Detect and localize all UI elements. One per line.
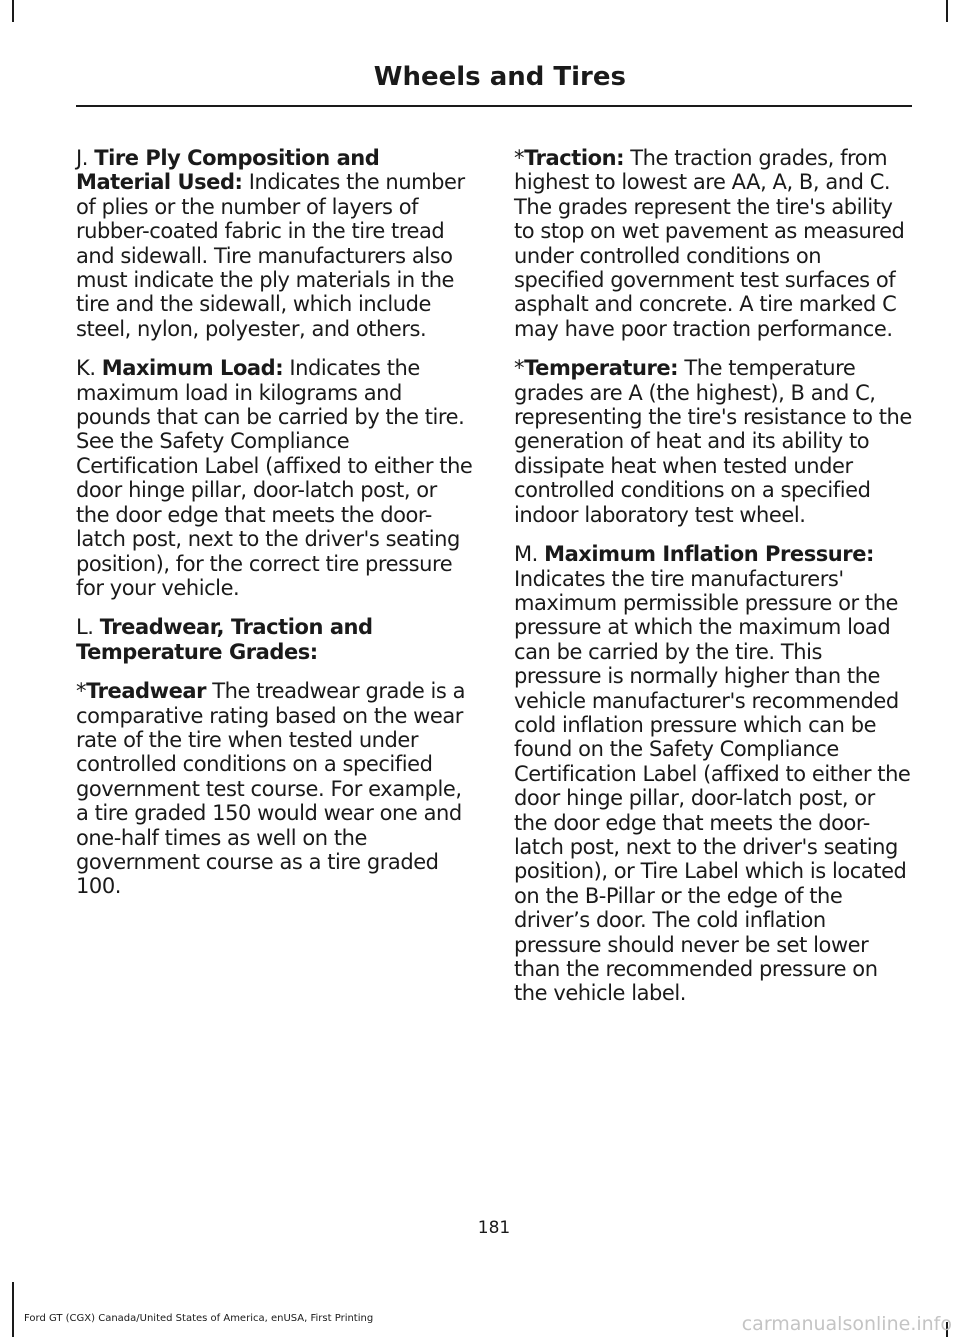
crop-mark-top-left-vertical xyxy=(12,0,14,22)
paragraph-prefix: L. xyxy=(76,615,100,640)
paragraph-text: The temperature grades are A (the highest), B and C, representing the tire's resistance to the generation of heat and its ability to dissipate heat when tested under controlled conditions on a specified indoor laboratory test wheel. xyxy=(514,356,912,527)
paragraph-term: Treadwear xyxy=(86,679,207,704)
paragraph-text: Indicates the tire manufacturers' maximum permissible pressure or the pressure at which the maximum load can be carried by the tire. This pressure is normally higher than the vehicle manufacturer's recommended cold inflation pressure which can be found on the Safety Compliance Certification Label (affixed to either the door hinge pillar, door-latch post, or the door edge that meets the door-latch post, next to the driver's seating position), or Tire Label which is located on the B-Pillar or the edge of the driver’s door. The cold inflation pressure should never be set lower than the recommended pressure on the vehicle label. xyxy=(514,566,911,1006)
paragraph-prefix: J. xyxy=(76,146,95,170)
paragraph-treadwear xyxy=(76,679,476,899)
paragraph-prefix: * xyxy=(76,679,87,704)
paragraph-text: Indicates the maximum load in kilograms and pounds that can be carried by the tire. See the Safety Compliance Certification Label (affixed to either the door hinge pillar, door-latch post, or the door edge that meets the door-latch post, next to the driver's seating position), for the correct tire pressure for your vehicle. xyxy=(76,356,473,600)
paragraph-prefix: * xyxy=(514,356,525,381)
paragraph-prefix: * xyxy=(514,146,525,170)
crop-mark-top-right-vertical xyxy=(946,0,948,22)
paragraph-prefix: M. xyxy=(514,542,545,567)
crop-mark-bottom-left-vertical xyxy=(12,1282,14,1337)
paragraph-prefix: K. xyxy=(76,356,102,381)
paragraph-term: Temperature: xyxy=(524,356,679,381)
paragraph-maximum-inflation xyxy=(514,542,914,1006)
paragraph-term: Traction: xyxy=(524,146,625,170)
paragraph-text: The traction grades, from highest to lowest are AA, A, B, and C. The grades represent the tire's ability to stop on wet pavement as measured under controlled conditions on specified government test surfaces of asphalt and concrete. A tire marked C may have poor traction performance. xyxy=(514,146,905,341)
page-title: Wheels and Tires xyxy=(373,62,626,92)
paragraph-term: Tire Ply Composition and Material Used: xyxy=(76,146,380,195)
paragraph-maximum-load xyxy=(76,356,476,600)
paragraph-grades-heading xyxy=(76,615,476,664)
page-number: 181 xyxy=(477,1218,511,1238)
paragraph-term: Maximum Load: xyxy=(101,356,284,381)
publication-info: Ford GT (CGX) Canada/United States of America, enUSA, First Printing xyxy=(24,1313,374,1324)
paragraph-tire-ply xyxy=(76,146,476,341)
right-column xyxy=(514,146,914,1021)
paragraph-text: The treadwear grade is a comparative rating based on the wear rate of the tire when tested under controlled conditions on a specified government test course. For example, a tire graded 150 would wear one and one-half times as well on the government course as a tire graded 100. xyxy=(76,679,466,899)
header-divider xyxy=(76,105,912,107)
paragraph-traction xyxy=(514,146,914,341)
paragraph-temperature xyxy=(514,356,914,527)
left-column xyxy=(76,146,476,914)
paragraph-term: Treadwear, Traction and Temperature Grades: xyxy=(76,615,373,664)
paragraph-term: Maximum Inflation Pressure: xyxy=(544,542,874,567)
paragraph-text: Indicates the number of plies or the number of layers of rubber-coated fabric in the tire tread and sidewall. Tire manufacturers also must indicate the ply materials in the tire and the sidewall, which include steel, nylon, polyester, and others. xyxy=(76,170,465,341)
watermark: carmanualsonline.info xyxy=(741,1313,952,1335)
